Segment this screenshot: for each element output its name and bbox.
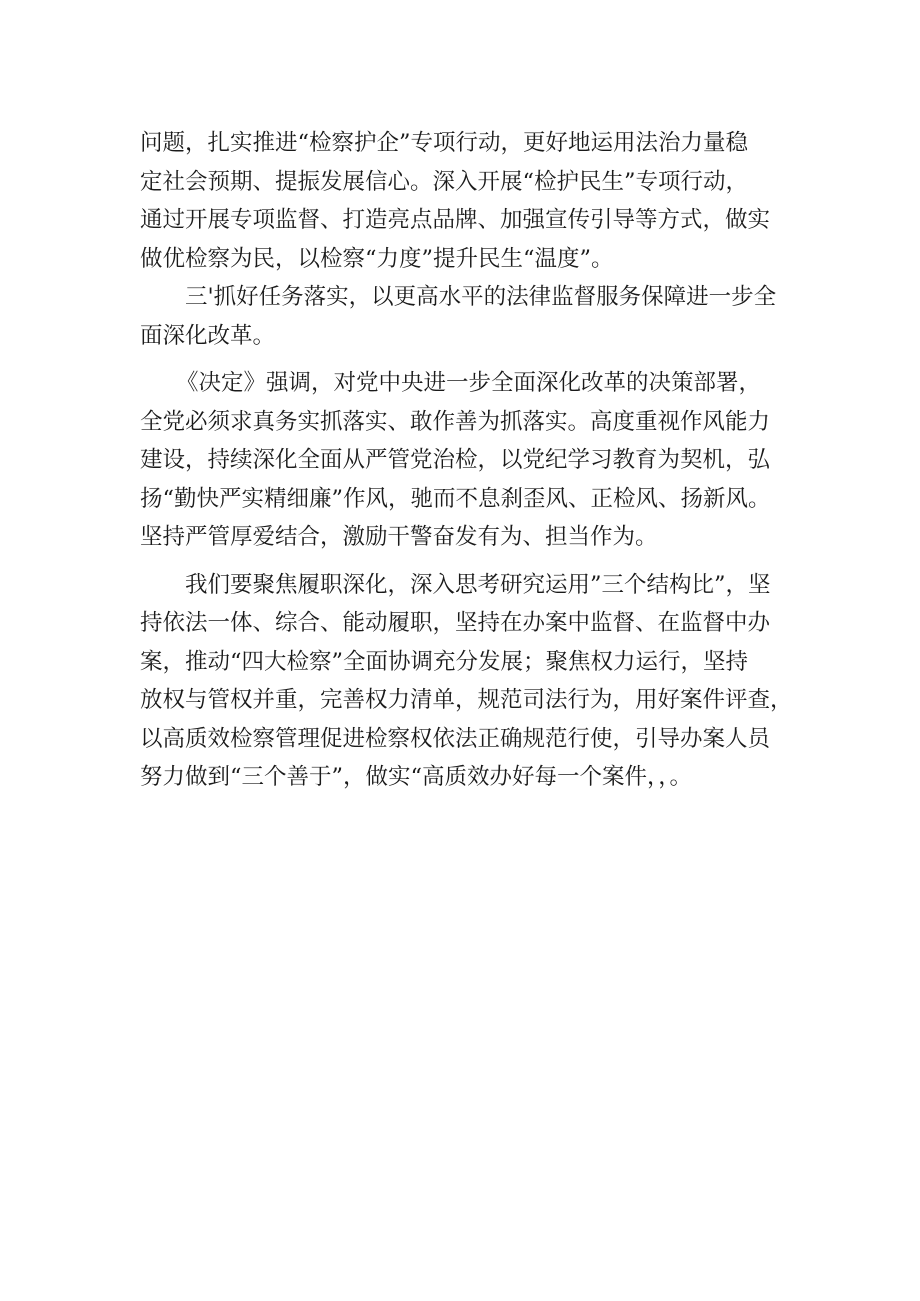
paragraph-line: 努力做到“三个善于”，做实“高质效办好每一个案件，，。 (140, 764, 693, 790)
paragraph-line: 以高质效检察管理促进检察权依法正确规范行使，引导办案人员 (140, 725, 771, 752)
section-heading-line: 三'抓好任务落实，以更高水平的法律监督服务保障进一步全 (185, 284, 777, 310)
paragraph-line: 放权与管权并重，完善权力清单，规范司法行为，用好案件评查， (140, 687, 793, 713)
paragraph-line: 我们要聚焦履职深化，深入思考研究运用”三个结构比”，坚 (185, 571, 771, 598)
paragraph-line: 建设，持续深化全面从严管党治检，以党纪学习教育为契机，弘 (140, 447, 771, 473)
section-heading-line: 面深化改革。 (140, 322, 276, 349)
paragraph-2-section-heading (140, 278, 800, 355)
paragraph-line: 做优检察为民，以检察“力度”提升民生“温度”。 (140, 245, 614, 272)
paragraph-line: 扬“勤快严实精细廉”作风，驰而不息刹歪风、正检风、扬新风。 (140, 485, 771, 512)
paragraph-1 (140, 124, 800, 278)
document-body (140, 124, 800, 797)
paragraph-line: 持依法一体、综合、能动履职，坚持在办案中监督、在监督中办 (140, 610, 771, 636)
paragraph-line: 《决定》强调，对党中央进一步全面深化改革的决策部署， (176, 370, 762, 396)
paragraph-line: 坚持严管厚爱结合，激励干警奋发有为、担当作为。 (140, 524, 658, 550)
paragraph-line: 定社会预期、提振发展信心。深入开展“检护民生”专项行动， (140, 168, 749, 195)
paragraph-line: 通过开展专项监督、打造亮点品牌、加强宣传引导等方式，做实 (140, 207, 771, 233)
paragraph-line: 问题，扎实推进“检察护企”专项行动，更好地运用法治力量稳 (140, 130, 749, 156)
paragraph-line: 全党必须求真务实抓落实、敢作善为抓落实。高度重视作风能力 (140, 408, 771, 435)
paragraph-line: 案，推动“四大检察”全面协调充分发展；聚焦权力运行，坚持 (140, 648, 749, 675)
paragraph-4 (140, 566, 800, 797)
paragraph-3 (140, 364, 800, 557)
